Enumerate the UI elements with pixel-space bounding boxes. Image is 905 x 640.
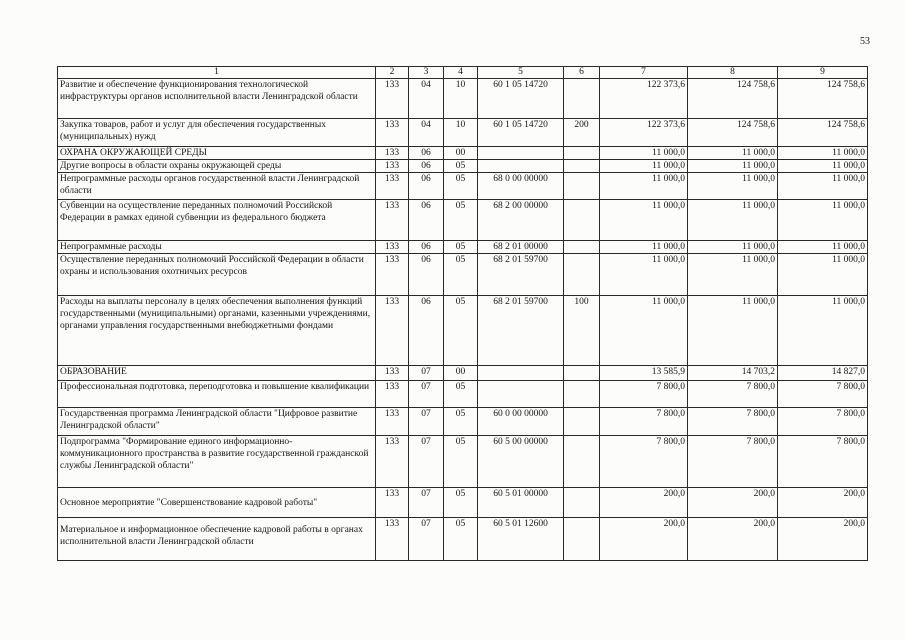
- row-expense-type: [564, 79, 600, 119]
- row-section-code: 06: [409, 200, 444, 241]
- row-amount-3: 7 800,0: [778, 381, 868, 408]
- row-name: Закупка товаров, работ и услуг для обеспечения государственных (муниципальных) нужд: [58, 119, 376, 147]
- col-header-8: 8: [688, 67, 778, 79]
- table-row: [58, 366, 868, 381]
- row-amount-2: 11 000,0: [688, 241, 778, 254]
- row-amount-3: 11 000,0: [778, 147, 868, 160]
- row-section-code: 07: [409, 518, 444, 561]
- row-subsection-code: 05: [444, 408, 478, 436]
- header-row: [58, 67, 868, 79]
- row-amount-3: 124 758,6: [778, 119, 868, 147]
- row-expense-type: [564, 173, 600, 200]
- col-header-7: 7: [600, 67, 688, 79]
- row-amount-3: 124 758,6: [778, 79, 868, 119]
- row-expense-type: [564, 160, 600, 173]
- row-amount-3: 200,0: [778, 518, 868, 561]
- table-row: [58, 254, 868, 296]
- row-amount-2: 7 800,0: [688, 436, 778, 488]
- row-name: ОБРАЗОВАНИЕ: [58, 366, 376, 381]
- row-expense-type: [564, 408, 600, 436]
- row-amount-3: 7 800,0: [778, 408, 868, 436]
- row-amount-2: 124 758,6: [688, 79, 778, 119]
- row-target-article: 60 1 05 14720: [478, 119, 564, 147]
- row-name: Непрограммные расходы органов государственной власти Ленинградской области: [58, 173, 376, 200]
- row-subsection-code: 05: [444, 200, 478, 241]
- row-amount-2: 11 000,0: [688, 254, 778, 296]
- row-amount-1: 7 800,0: [600, 408, 688, 436]
- row-amount-1: 11 000,0: [600, 241, 688, 254]
- row-ministry-code: 133: [376, 254, 409, 296]
- table-row: [58, 408, 868, 436]
- row-amount-1: 11 000,0: [600, 254, 688, 296]
- row-section-code: 06: [409, 241, 444, 254]
- row-subsection-code: 05: [444, 518, 478, 561]
- row-amount-1: 11 000,0: [600, 147, 688, 160]
- row-target-article: 68 2 01 00000: [478, 241, 564, 254]
- col-header-2: 2: [376, 67, 409, 79]
- row-name: ОХРАНА ОКРУЖАЮЩЕЙ СРЕДЫ: [58, 147, 376, 160]
- row-amount-1: 7 800,0: [600, 381, 688, 408]
- row-section-code: 07: [409, 408, 444, 436]
- table-row: [58, 436, 868, 488]
- row-expense-type: [564, 381, 600, 408]
- row-ministry-code: 133: [376, 296, 409, 366]
- row-ministry-code: 133: [376, 147, 409, 160]
- row-section-code: 06: [409, 173, 444, 200]
- table-row: [58, 147, 868, 160]
- row-target-article: 60 0 00 00000: [478, 408, 564, 436]
- row-name: Профессиональная подготовка, переподготовка и повышение квалификации: [58, 381, 376, 408]
- row-expense-type: [564, 200, 600, 241]
- row-ministry-code: 133: [376, 488, 409, 518]
- row-ministry-code: 133: [376, 119, 409, 147]
- row-amount-1: 11 000,0: [600, 173, 688, 200]
- row-section-code: 04: [409, 119, 444, 147]
- row-expense-type: [564, 436, 600, 488]
- row-subsection-code: 10: [444, 119, 478, 147]
- row-amount-1: 7 800,0: [600, 436, 688, 488]
- row-ministry-code: 133: [376, 241, 409, 254]
- col-header-4: 4: [444, 67, 478, 79]
- row-expense-type: [564, 366, 600, 381]
- row-amount-2: 14 703,2: [688, 366, 778, 381]
- row-amount-3: 14 827,0: [778, 366, 868, 381]
- row-name: Другие вопросы в области охраны окружающей среды: [58, 160, 376, 173]
- row-amount-3: 11 000,0: [778, 173, 868, 200]
- row-name: Государственная программа Ленинградской области "Цифровое развитие Ленинградской области": [58, 408, 376, 436]
- row-amount-2: 124 758,6: [688, 119, 778, 147]
- row-amount-3: 11 000,0: [778, 241, 868, 254]
- row-target-article: [478, 160, 564, 173]
- table-row: [58, 241, 868, 254]
- row-subsection-code: 05: [444, 241, 478, 254]
- row-expense-type: [564, 518, 600, 561]
- row-ministry-code: 133: [376, 381, 409, 408]
- row-ministry-code: 133: [376, 79, 409, 119]
- row-expense-type: 100: [564, 296, 600, 366]
- row-section-code: 06: [409, 296, 444, 366]
- row-amount-1: 11 000,0: [600, 296, 688, 366]
- row-amount-2: 11 000,0: [688, 200, 778, 241]
- row-amount-2: 11 000,0: [688, 296, 778, 366]
- table-row: [58, 381, 868, 408]
- row-subsection-code: 05: [444, 488, 478, 518]
- row-amount-3: 11 000,0: [778, 296, 868, 366]
- col-header-5: 5: [478, 67, 564, 79]
- row-target-article: 68 2 01 59700: [478, 296, 564, 366]
- row-ministry-code: 133: [376, 200, 409, 241]
- row-name: Материальное и информационное обеспечение кадровой работы в органах исполнительной власти Ленинградской области: [58, 518, 376, 561]
- row-target-article: 60 5 01 12600: [478, 518, 564, 561]
- row-subsection-code: 05: [444, 160, 478, 173]
- budget-table: [57, 66, 868, 561]
- row-section-code: 07: [409, 366, 444, 381]
- row-amount-2: 7 800,0: [688, 381, 778, 408]
- row-section-code: 06: [409, 160, 444, 173]
- table-row: [58, 488, 868, 518]
- row-expense-type: 200: [564, 119, 600, 147]
- row-target-article: 60 5 00 00000: [478, 436, 564, 488]
- col-header-3: 3: [409, 67, 444, 79]
- row-subsection-code: 05: [444, 381, 478, 408]
- row-expense-type: [564, 241, 600, 254]
- table-row: [58, 119, 868, 147]
- row-amount-3: 200,0: [778, 488, 868, 518]
- row-amount-2: 200,0: [688, 488, 778, 518]
- row-section-code: 04: [409, 79, 444, 119]
- table-row: [58, 79, 868, 119]
- row-target-article: [478, 147, 564, 160]
- row-name: Расходы на выплаты персоналу в целях обеспечения выполнения функций государственными (муниципальными) органами, казенными учреждениями, органами управления государственными внебюджетными фондами: [58, 296, 376, 366]
- row-ministry-code: 133: [376, 408, 409, 436]
- row-amount-1: 200,0: [600, 518, 688, 561]
- row-subsection-code: 00: [444, 147, 478, 160]
- row-name: Субвенции на осуществление переданных полномочий Российской Федерации в рамках единой субвенции из федерального бюджета: [58, 200, 376, 241]
- table-row: [58, 518, 868, 561]
- table-row: [58, 160, 868, 173]
- row-section-code: 07: [409, 381, 444, 408]
- row-target-article: 68 0 00 00000: [478, 173, 564, 200]
- row-amount-2: 7 800,0: [688, 408, 778, 436]
- row-amount-2: 11 000,0: [688, 173, 778, 200]
- row-target-article: [478, 366, 564, 381]
- row-target-article: 68 2 01 59700: [478, 254, 564, 296]
- row-amount-3: 11 000,0: [778, 160, 868, 173]
- row-expense-type: [564, 147, 600, 160]
- row-name: Развитие и обеспечение функционирования технологической инфраструктуры органов исполнительной власти Ленинградской области: [58, 79, 376, 119]
- col-header-1: 1: [58, 67, 376, 79]
- col-header-9: 9: [778, 67, 868, 79]
- row-amount-2: 11 000,0: [688, 147, 778, 160]
- row-amount-1: 13 585,9: [600, 366, 688, 381]
- col-header-6: 6: [564, 67, 600, 79]
- row-name: Осуществление переданных полномочий Российской Федерации в области охраны и использования охотничьих ресурсов: [58, 254, 376, 296]
- row-ministry-code: 133: [376, 366, 409, 381]
- row-section-code: 07: [409, 488, 444, 518]
- table-row: [58, 173, 868, 200]
- table-row: [58, 296, 868, 366]
- row-amount-2: 11 000,0: [688, 160, 778, 173]
- row-ministry-code: 133: [376, 518, 409, 561]
- row-target-article: 60 5 01 00000: [478, 488, 564, 518]
- row-amount-2: 200,0: [688, 518, 778, 561]
- row-subsection-code: 05: [444, 173, 478, 200]
- row-expense-type: [564, 488, 600, 518]
- row-amount-1: 11 000,0: [600, 160, 688, 173]
- row-name: Непрограммные расходы: [58, 241, 376, 254]
- row-amount-1: 122 373,6: [600, 79, 688, 119]
- row-ministry-code: 133: [376, 436, 409, 488]
- row-subsection-code: 10: [444, 79, 478, 119]
- row-section-code: 06: [409, 254, 444, 296]
- page-number: 53: [860, 36, 870, 47]
- row-amount-1: 11 000,0: [600, 200, 688, 241]
- row-section-code: 07: [409, 436, 444, 488]
- row-amount-3: 7 800,0: [778, 436, 868, 488]
- row-name: Основное мероприятие "Совершенствование кадровой работы": [58, 488, 376, 518]
- row-subsection-code: 00: [444, 366, 478, 381]
- row-ministry-code: 133: [376, 160, 409, 173]
- row-expense-type: [564, 254, 600, 296]
- row-target-article: [478, 381, 564, 408]
- row-amount-1: 200,0: [600, 488, 688, 518]
- row-subsection-code: 05: [444, 436, 478, 488]
- table-row: [58, 200, 868, 241]
- row-target-article: 60 1 05 14720: [478, 79, 564, 119]
- row-name: Подпрограмма "Формирование единого информационно-коммуникационного пространства в развитие государственной гражданской службы Ленинградской области": [58, 436, 376, 488]
- row-amount-3: 11 000,0: [778, 254, 868, 296]
- row-amount-1: 122 373,6: [600, 119, 688, 147]
- row-ministry-code: 133: [376, 173, 409, 200]
- row-section-code: 06: [409, 147, 444, 160]
- row-subsection-code: 05: [444, 254, 478, 296]
- row-target-article: 68 2 00 00000: [478, 200, 564, 241]
- row-amount-3: 11 000,0: [778, 200, 868, 241]
- row-subsection-code: 05: [444, 296, 478, 366]
